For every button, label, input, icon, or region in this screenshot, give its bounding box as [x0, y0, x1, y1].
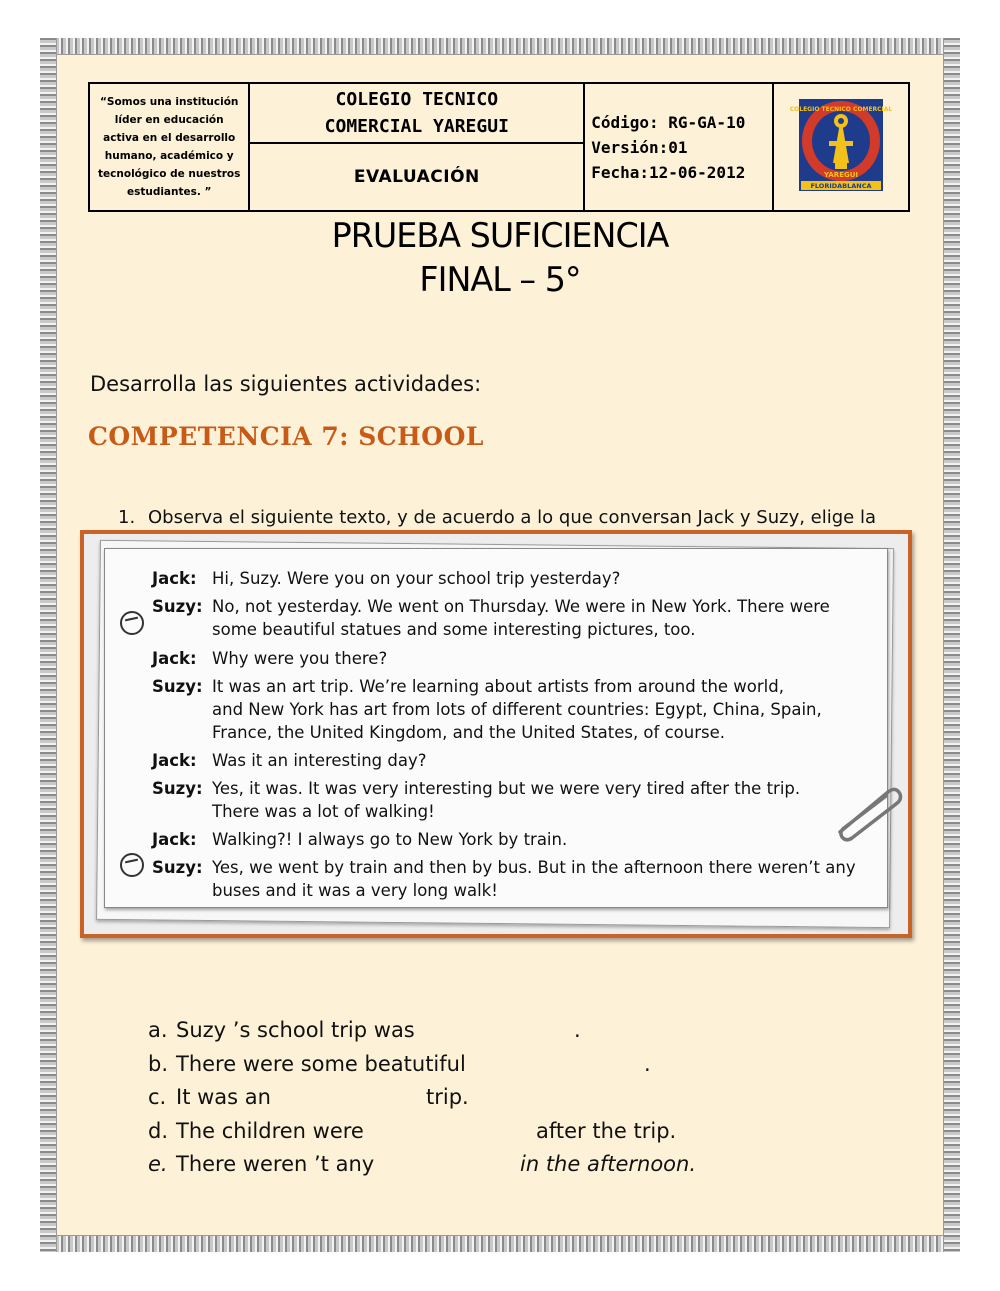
answer-letter: b. [148, 1052, 169, 1076]
speaker: Jack: [152, 649, 197, 668]
speaker: Suzy: [152, 597, 203, 616]
answer-suffix: . [644, 1052, 651, 1076]
utterance [212, 777, 872, 823]
utterance [212, 595, 872, 641]
school-name-cell [249, 83, 584, 143]
utterance-line: France, the United Kingdom, and the United States, of course. [212, 723, 725, 742]
circle-mark-icon [120, 853, 144, 877]
utterance-line: Yes, it was. It was very interesting but we were very tired after the trip. [212, 779, 801, 798]
answer-letter: a. [148, 1018, 168, 1042]
answer-prompt: The children were [176, 1119, 364, 1143]
speaker: Suzy: [152, 779, 203, 798]
utterance-line: Hi, Suzy. Were you on your school trip yesterday? [212, 569, 621, 588]
utterance [212, 828, 872, 851]
answer-suffix: after the trip. [536, 1119, 677, 1143]
school-name-line2: COMERCIAL YAREGUI [324, 116, 509, 137]
competencia-heading: COMPETENCIA 7: SCHOOL [88, 422, 484, 451]
logo-city: FLORIDABLANCA [810, 182, 872, 190]
logo-cell [773, 83, 909, 211]
institution-motto: “Somos una institución líder en educación activa en el desarrollo humano, académico y tecnológico de nuestros estudiantes. ” [98, 96, 241, 198]
title-line1: PRUEBA SUFICIENCIA [331, 216, 669, 256]
document-version: Versión:01 [591, 137, 688, 157]
speaker: Jack: [152, 751, 197, 770]
utterance-line: buses and it was a very long walk! [212, 881, 498, 900]
speaker: Jack: [152, 830, 197, 849]
answer-suffix: . [574, 1018, 581, 1042]
answer-letter: d. [148, 1119, 169, 1143]
answer-letter: c. [148, 1085, 167, 1109]
utterance-line: No, not yesterday. We went on Thursday. We were in New York. There were [212, 597, 830, 616]
answer-prompt: Suzy ’s school trip was [176, 1018, 415, 1042]
question-text: Observa el siguiente texto, y de acuerdo a lo que conversan Jack y Suzy, elige la [148, 507, 876, 528]
utterance-line: There was a lot of walking! [212, 802, 435, 821]
answer-prompt: There weren ’t any [176, 1152, 375, 1176]
utterance-line: It was an art trip. We’re learning about artists from around the world, [212, 677, 784, 696]
utterance-line: Yes, we went by train and then by bus. But in the afternoon there weren’t any [212, 858, 856, 877]
document-codes-cell [584, 83, 772, 211]
answer-prompt: It was an [176, 1085, 271, 1109]
utterance-line: Why were you there? [212, 649, 388, 668]
answer-letter: e. [148, 1152, 168, 1176]
evaluation-cell [249, 143, 584, 211]
dialogue-frame [80, 530, 912, 938]
utterance [212, 749, 872, 772]
school-name-line1: COLEGIO TECNICO [335, 89, 499, 110]
motto-cell [89, 83, 249, 211]
utterance [212, 647, 872, 670]
instructions: Desarrolla las siguientes actividades: [90, 372, 482, 396]
utterance [212, 567, 872, 590]
utterance [212, 675, 872, 744]
utterance [212, 856, 872, 902]
document-date: Fecha:12-06-2012 [591, 162, 746, 182]
logo-name: YAREGUI [823, 171, 858, 179]
utterance-line: some beautiful statues and some interesting pictures, too. [212, 620, 696, 639]
title-line2: FINAL – 5° [419, 260, 581, 300]
utterance-line: and New York has art from lots of different countries: Egypt, China, Spain, [212, 700, 822, 719]
header-table [88, 82, 910, 212]
utterance-line: Was it an interesting day? [212, 751, 427, 770]
answer-suffix: in the afternoon. [520, 1152, 696, 1176]
question-number: 1. [118, 507, 136, 528]
school-logo [789, 97, 893, 193]
answer-prompt: There were some beatutiful [176, 1052, 466, 1076]
speaker: Suzy: [152, 677, 203, 696]
utterance-line: Walking?! I always go to New York by train. [212, 830, 568, 849]
answer-suffix: trip. [426, 1085, 469, 1109]
logo-top-text: COLEGIO TECNICO COMERCIAL [789, 106, 893, 113]
speaker: Suzy: [152, 858, 203, 877]
document-code: Código: RG-GA-10 [591, 112, 746, 132]
circle-mark-icon [120, 611, 144, 635]
speaker: Jack: [152, 569, 197, 588]
evaluation-label: EVALUACIÓN [353, 167, 480, 187]
